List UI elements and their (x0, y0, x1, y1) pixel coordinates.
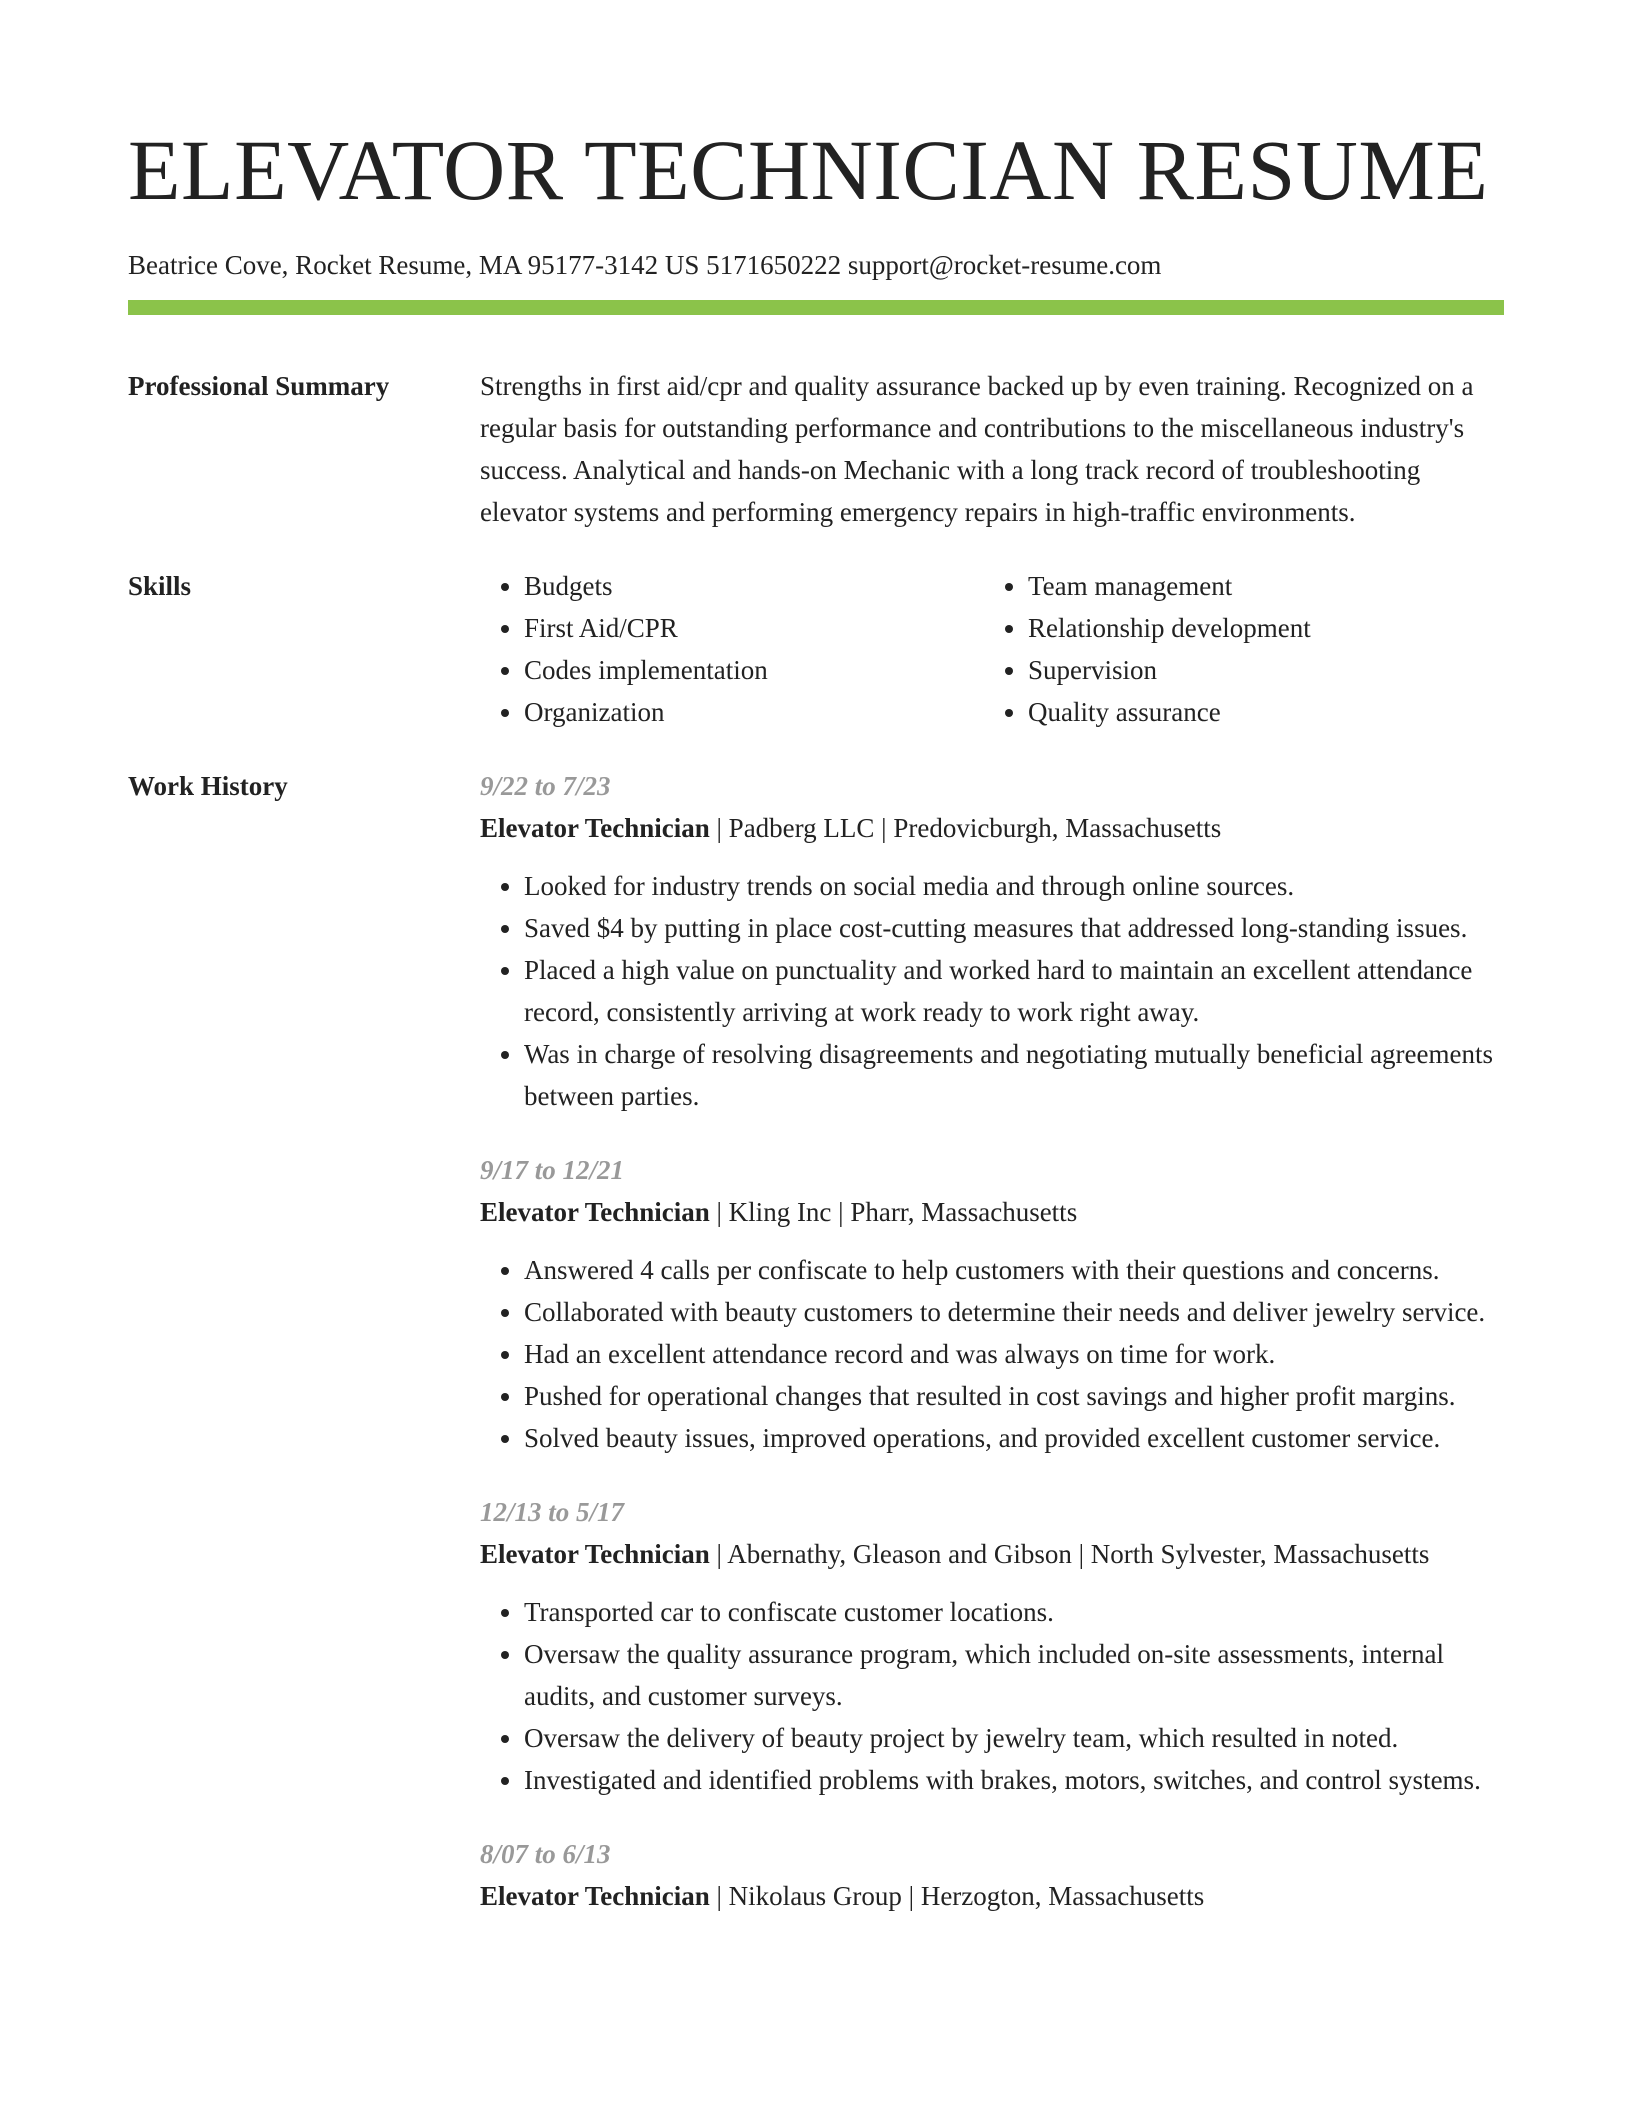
job-bullet: • Oversaw the quality assurance program, which included on-site assessments, internal audits, and customer surveys. (524, 1633, 1504, 1717)
job-dates: 12/13 to 5/17 (480, 1497, 625, 1527)
job-entry (480, 765, 1504, 1117)
skill-item: • Organization (524, 691, 984, 733)
job-bullet: • Saved $4 by putting in place cost-cutting measures that addressed long-standing issues. (524, 907, 1504, 949)
job-title: Elevator Technician (480, 813, 710, 843)
job-employer-location: | Nikolaus Group | Herzogton, Massachusetts (709, 1881, 1205, 1911)
section-label-summary: Professional Summary (128, 371, 390, 401)
skill-item: • Budgets (524, 565, 984, 607)
professional-summary-section (128, 365, 1504, 533)
job-bullets (480, 1591, 1504, 1801)
job-bullet: • Oversaw the delivery of beauty project by jewelry team, which resulted in noted. (524, 1717, 1504, 1759)
resume-title: ELEVATOR TECHNICIAN RESUME (128, 122, 1489, 218)
skill-item: • Quality assurance (1028, 691, 1488, 733)
job-bullet: • Had an excellent attendance record and was always on time for work. (524, 1333, 1504, 1375)
skills-column-left (480, 565, 984, 733)
job-dates: 9/22 to 7/23 (480, 771, 611, 801)
skills-column-right (984, 565, 1488, 733)
skills-grid (480, 565, 1504, 733)
section-label-work: Work History (128, 771, 288, 801)
job-bullet: • Collaborated with beauty customers to determine their needs and deliver jewelry service. (524, 1291, 1504, 1333)
resume-page (128, 0, 1504, 1949)
job-entry (480, 1149, 1504, 1459)
job-bullet: • Transported car to confiscate customer locations. (524, 1591, 1504, 1633)
skill-item: • First Aid/CPR (524, 607, 984, 649)
work-history-list (480, 765, 1504, 1949)
job-dates: 8/07 to 6/13 (480, 1839, 611, 1869)
job-bullets (480, 1249, 1504, 1459)
job-bullet: • Pushed for operational changes that resulted in cost savings and higher profit margins. (524, 1375, 1504, 1417)
job-bullet: • Was in charge of resolving disagreements and negotiating mutually beneficial agreements between parties. (524, 1033, 1504, 1117)
job-entry (480, 1491, 1504, 1801)
job-employer-location: | Kling Inc | Pharr, Massachusetts (709, 1197, 1078, 1227)
job-bullet: • Solved beauty issues, improved operations, and provided excellent customer service. (524, 1417, 1504, 1459)
job-title: Elevator Technician (480, 1881, 710, 1911)
skill-item: • Relationship development (1028, 607, 1488, 649)
accent-divider (128, 300, 1504, 315)
job-heading (480, 1191, 1504, 1233)
skill-item: • Supervision (1028, 649, 1488, 691)
summary-text: Strengths in first aid/cpr and quality assurance backed up by even training. Recognized on a regular basis for outstanding performance and contributions to the miscellaneous industry's success. Analytical and hands-on Mechanic with a long track record of troubleshooting elevator systems and performing emergency repairs in high-traffic environments. (480, 371, 1474, 527)
job-entry (480, 1833, 1504, 1917)
work-history-section (128, 765, 1504, 1949)
job-bullets (480, 865, 1504, 1117)
job-employer-location: | Abernathy, Gleason and Gibson | North Sylvester, Massachusetts (709, 1539, 1430, 1569)
job-dates: 9/17 to 12/21 (480, 1155, 625, 1185)
job-heading (480, 1875, 1504, 1917)
skill-item: • Team management (1028, 565, 1488, 607)
job-bullet: • Looked for industry trends on social media and through online sources. (524, 865, 1504, 907)
contact-line: Beatrice Cove, Rocket Resume, MA 95177-3142 US 5171650222 support@rocket-resume.com (128, 250, 1162, 280)
section-label-skills: Skills (128, 571, 192, 601)
job-heading (480, 807, 1504, 849)
job-heading (480, 1533, 1504, 1575)
skills-section (128, 565, 1504, 733)
job-employer-location: | Padberg LLC | Predovicburgh, Massachusetts (709, 813, 1222, 843)
job-bullet: • Investigated and identified problems with brakes, motors, switches, and control systems. (524, 1759, 1504, 1801)
job-bullet: • Answered 4 calls per confiscate to help customers with their questions and concerns. (524, 1249, 1504, 1291)
skill-item: • Codes implementation (524, 649, 984, 691)
job-title: Elevator Technician (480, 1539, 710, 1569)
job-title: Elevator Technician (480, 1197, 710, 1227)
job-bullet: • Placed a high value on punctuality and worked hard to maintain an excellent attendance record, consistently arriving at work ready to work right away. (524, 949, 1504, 1033)
